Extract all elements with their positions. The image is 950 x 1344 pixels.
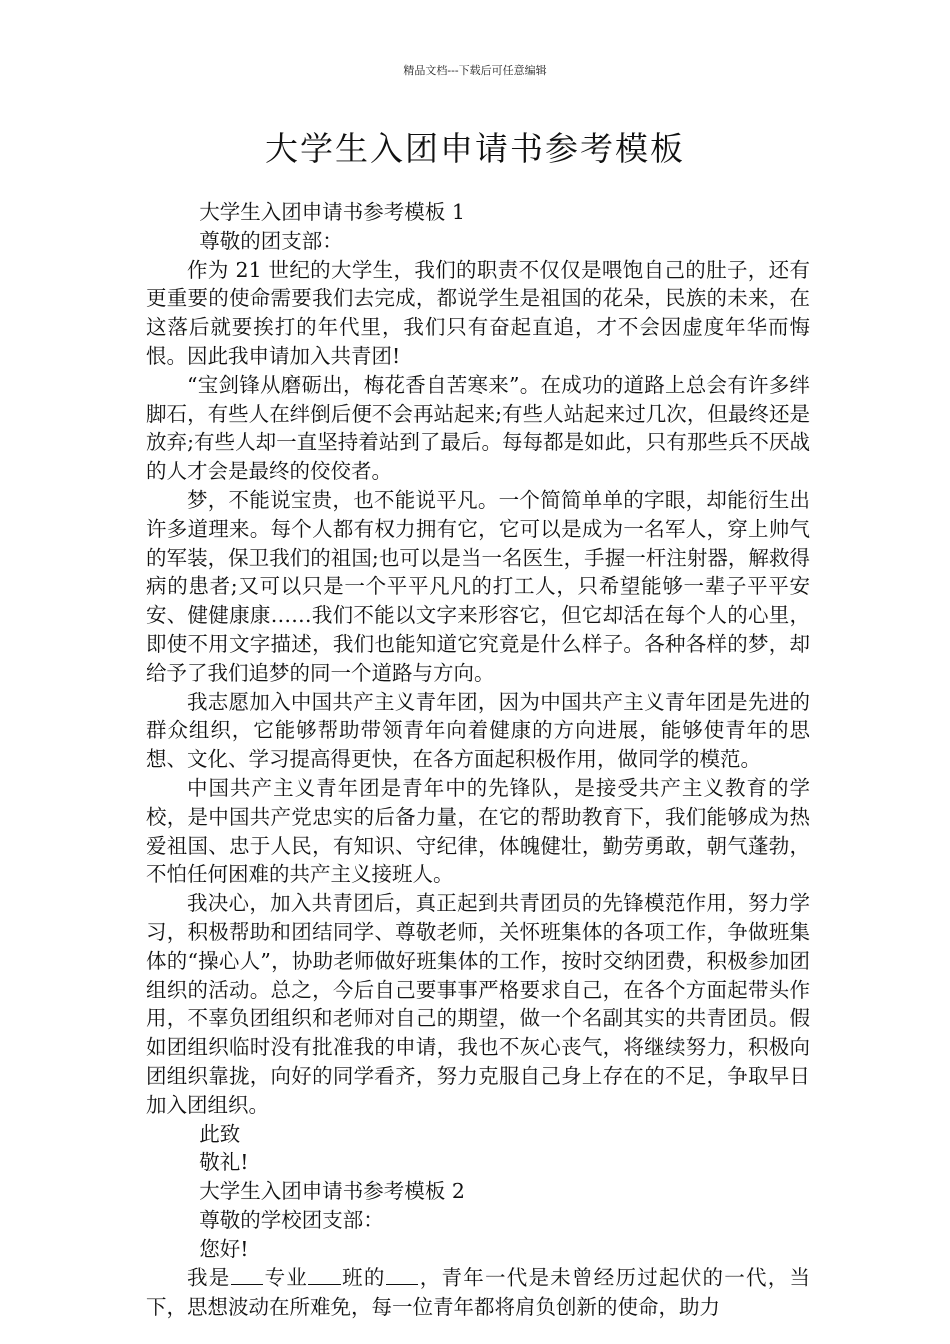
section1-paragraph: 中国共产主义青年团是青年中的先锋队，是接受共产主义教育的学校，是中国共产党忠实的后备力量，在它的帮助教育下，我们能够成为热爱祖国、忠于人民，有知识、守纪律，体魄健壮，勤劳勇敢，朝气蓬勃，不怕任何困难的共产主义接班人。 xyxy=(146,775,810,887)
header-note: 精品文档---下载后可任意编辑 xyxy=(403,64,547,77)
section1-heading: 大学生入团申请书参考模板 1 xyxy=(199,200,465,224)
intro-text-4: ，青年一代是未曾经历过起伏的一代，当下，思想波动在所难免，每一位青年都将肩负创新的使命，助力 xyxy=(146,1265,811,1319)
section1-paragraph: 我志愿加入中国共产主义青年团，因为中国共产主义青年团是先进的群众组织，它能够帮助带领青年向着健康的方向进展，能够使青年的思想、文化、学习提高得更快，在各方面起积极作用，做同学的模范。 xyxy=(146,689,810,772)
section2-greeting: 您好! xyxy=(199,1236,249,1261)
section2-intro-paragraph xyxy=(146,1263,810,1321)
section1-salutation: 尊敬的团支部： xyxy=(199,228,343,253)
document-body xyxy=(146,198,810,1322)
fill-blank xyxy=(308,1263,341,1285)
section1-paragraph: “宝剑锋从磨砺出，梅花香自苦寒来”。在成功的道路上总会有许多绊脚石，有些人在绊倒后便不会再站起来;有些人站起来过几次，但最终还是放弃;有些人却一直坚持着站到了最后。每每都是如此，只有那些兵不厌战的人才会是最终的佼佼者。 xyxy=(146,372,810,484)
fill-blank xyxy=(386,1263,419,1285)
closing-line-2: 敬礼! xyxy=(199,1150,249,1175)
closing-line-1: 此致 xyxy=(199,1121,241,1146)
section1-paragraph: 我决心，加入共青团后，真正起到共青团员的先锋模范作用，努力学习，积极帮助和团结同学、尊敬老师，关怀班集体的各项工作，争做班集体的“操心人”，协助老师做好班集体的工作，按时交纳团费，积极参加团组织的活动。总之，今后自己要事事严格要求自己，在各个方面起带头作用，不辜负团组织和老师对自己的期望，做一个名副其实的共青团员。假如团组织临时没有批准我的申请，我也不灰心丧气，将继续努力，积极向团组织靠拢，向好的同学看齐，努力克服自己身上存在的不足，争取早日加入团组织。 xyxy=(146,891,810,1117)
document-title: 大学生入团申请书参考模板 xyxy=(265,129,685,168)
intro-text-3: 班的 xyxy=(340,1265,386,1290)
section2-heading: 大学生入团申请书参考模板 2 xyxy=(199,1179,465,1204)
fill-blank xyxy=(231,1263,264,1285)
section2-salutation: 尊敬的学校团支部： xyxy=(199,1207,384,1232)
intro-text-2: 专业 xyxy=(263,1265,309,1290)
intro-text-1: 我是 xyxy=(187,1265,231,1290)
section1-paragraph: 作为 21 世纪的大学生，我们的职责不仅仅是喂饱自己的肚子，还有更重要的使命需要我们去完成，都说学生是祖国的花朵，民族的未来，在这落后就要挨打的年代里，我们只有奋起直追，才不会因虚度年华而悔恨。因此我申请加入共青团! xyxy=(146,257,810,368)
section1-paragraph: 梦，不能说宝贵，也不能说平凡。一个简简单单的字眼，却能衍生出许多道理来。每个人都有权力拥有它，它可以是成为一名军人，穿上帅气的军装，保卫我们的祖国;也可以是当一名医生，手握一杆注射器，解救得病的患者;又可以只是一个平平凡凡的打工人，只希望能够一辈子平平安安、健健康康……我们不能以文字来形容它，但它却活在每个人的心里，即使不用文字描述，我们也能知道它究竟是什么样子。各种各样的梦，却给予了我们追梦的同一个道路与方向。 xyxy=(146,487,810,685)
